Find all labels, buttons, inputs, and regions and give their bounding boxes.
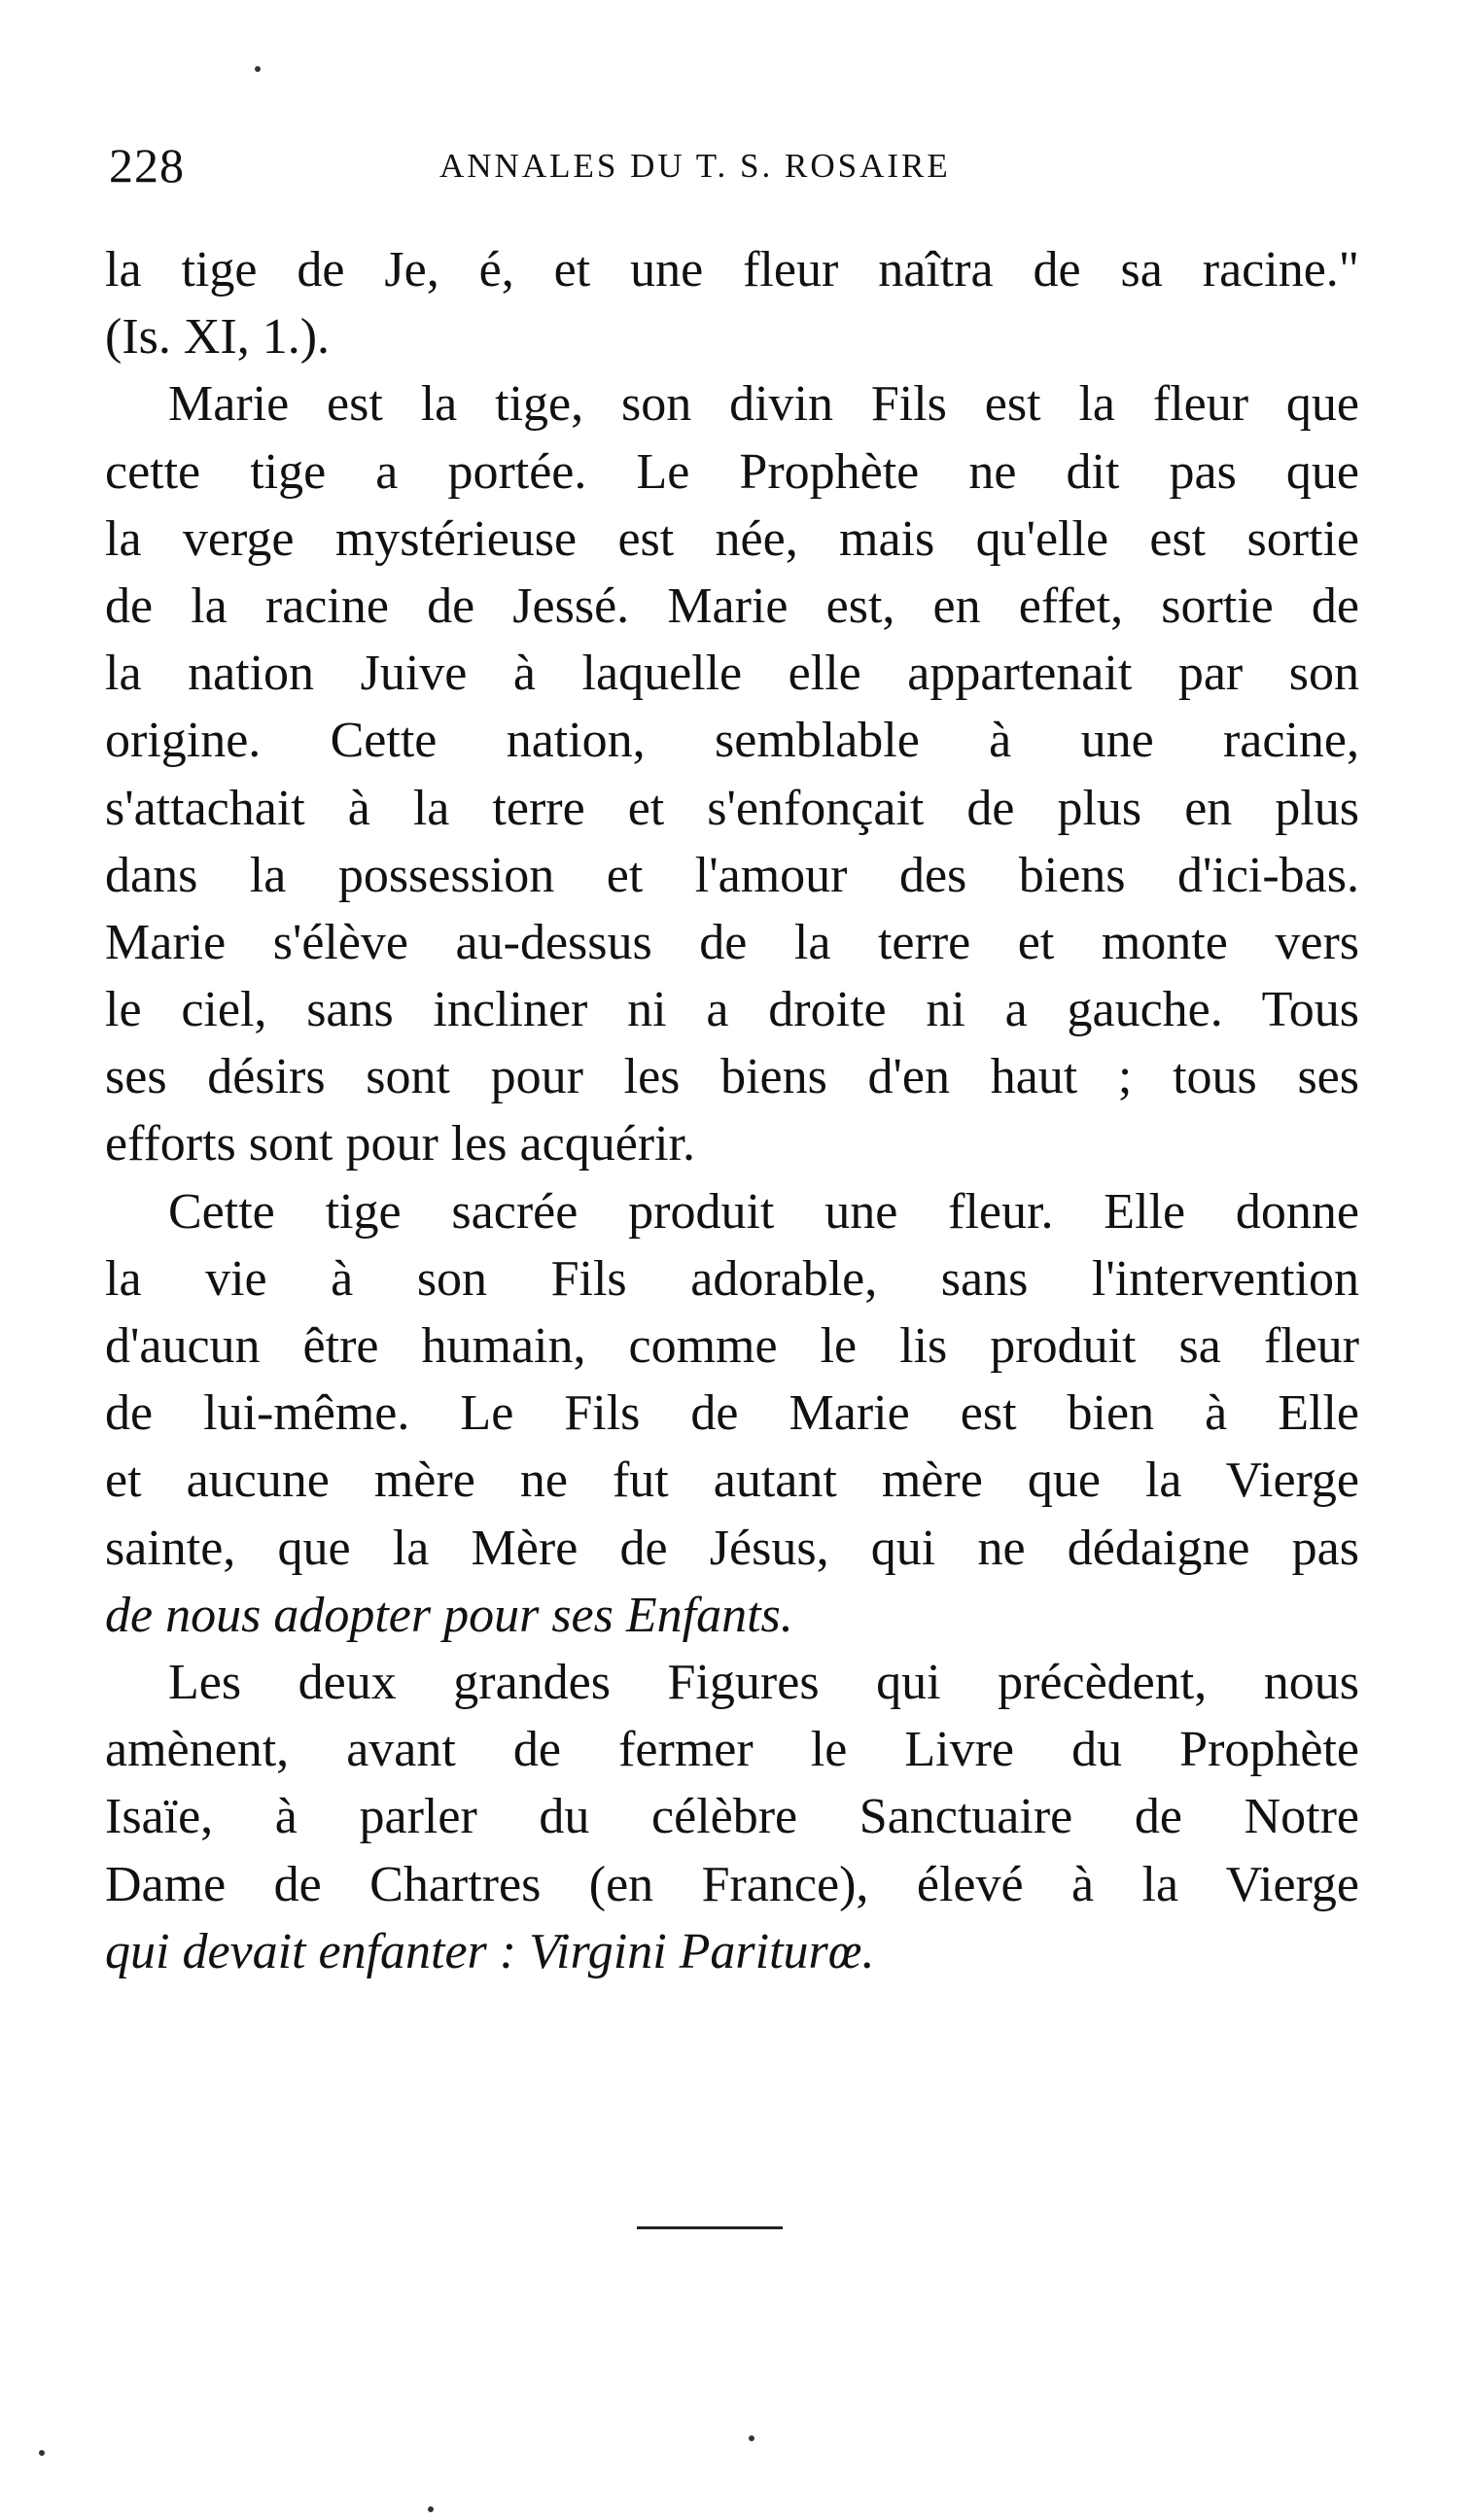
text-line: qui devait enfanter : Virgini Pariturœ.	[105, 1923, 875, 1979]
text-line: dans la possession et l'amour des biens d'ici-bas.	[105, 847, 1359, 903]
print-speck	[749, 2435, 754, 2441]
text-line: Dame de Chartres (en France), élevé à la Vierge	[105, 1856, 1359, 1912]
body-text	[105, 236, 1359, 1985]
text-line: la nation Juive à laquelle elle appartenait par son	[105, 646, 1359, 702]
paragraph	[105, 236, 1359, 370]
text-line: Cette tige sacrée produit une fleur. Elle donne	[168, 1183, 1359, 1240]
text-line: la verge mystérieuse est née, mais qu'elle est sortie	[105, 510, 1359, 567]
text-line: Isaïe, à parler du célèbre Sanctuaire de Notre	[105, 1789, 1359, 1845]
page-header	[109, 136, 1052, 194]
paragraph	[105, 1649, 1359, 1985]
print-speck	[39, 2450, 45, 2456]
paragraph	[105, 1178, 1359, 1649]
text-line: efforts sont pour les acquérir.	[105, 1116, 695, 1172]
running-head: ANNALES DU T. S. ROSAIRE	[439, 147, 951, 185]
text-line: et aucune mère ne fut autant mère que la Vierge	[105, 1452, 1359, 1509]
text-line: d'aucun être humain, comme le lis produit sa fleur	[105, 1318, 1359, 1374]
paragraph	[105, 370, 1359, 1177]
text-line: la vie à son Fils adorable, sans l'intervention	[105, 1250, 1359, 1307]
text-line: le ciel, sans incliner ni a droite ni a gauche. Tous	[105, 982, 1359, 1038]
text-line: de lui-même. Le Fils de Marie est bien à Elle	[105, 1385, 1359, 1442]
text-line: la tige de Je, é, et une fleur naîtra de sa racine."	[105, 242, 1359, 298]
section-separator-rule	[637, 2226, 783, 2229]
print-speck	[255, 66, 261, 72]
text-line: Marie est la tige, son divin Fils est la fleur que	[168, 376, 1359, 433]
text-line: s'attachait à la terre et s'enfonçait de plus en plus	[105, 780, 1359, 836]
text-line: origine. Cette nation, semblable à une racine,	[105, 713, 1359, 769]
text-line: amènent, avant de fermer le Livre du Prophète	[105, 1722, 1359, 1778]
print-speck	[428, 2506, 434, 2512]
text-line: de nous adopter pour ses Enfants.	[105, 1587, 793, 1643]
text-line: de la racine de Jessé. Marie est, en effet, sortie de	[105, 578, 1359, 634]
text-line: cette tige a portée. Le Prophète ne dit pas que	[105, 443, 1359, 500]
text-line: Les deux grandes Figures qui précèdent, nous	[168, 1654, 1359, 1710]
text-line: ses désirs sont pour les biens d'en haut ; tous ses	[105, 1049, 1359, 1105]
page-number: 228	[109, 138, 185, 192]
text-line: sainte, que la Mère de Jésus, qui ne dédaigne pas	[105, 1520, 1359, 1576]
text-line: (Is. XI, 1.).	[105, 309, 331, 366]
text-line: Marie s'élève au-dessus de la terre et monte vers	[105, 914, 1359, 970]
